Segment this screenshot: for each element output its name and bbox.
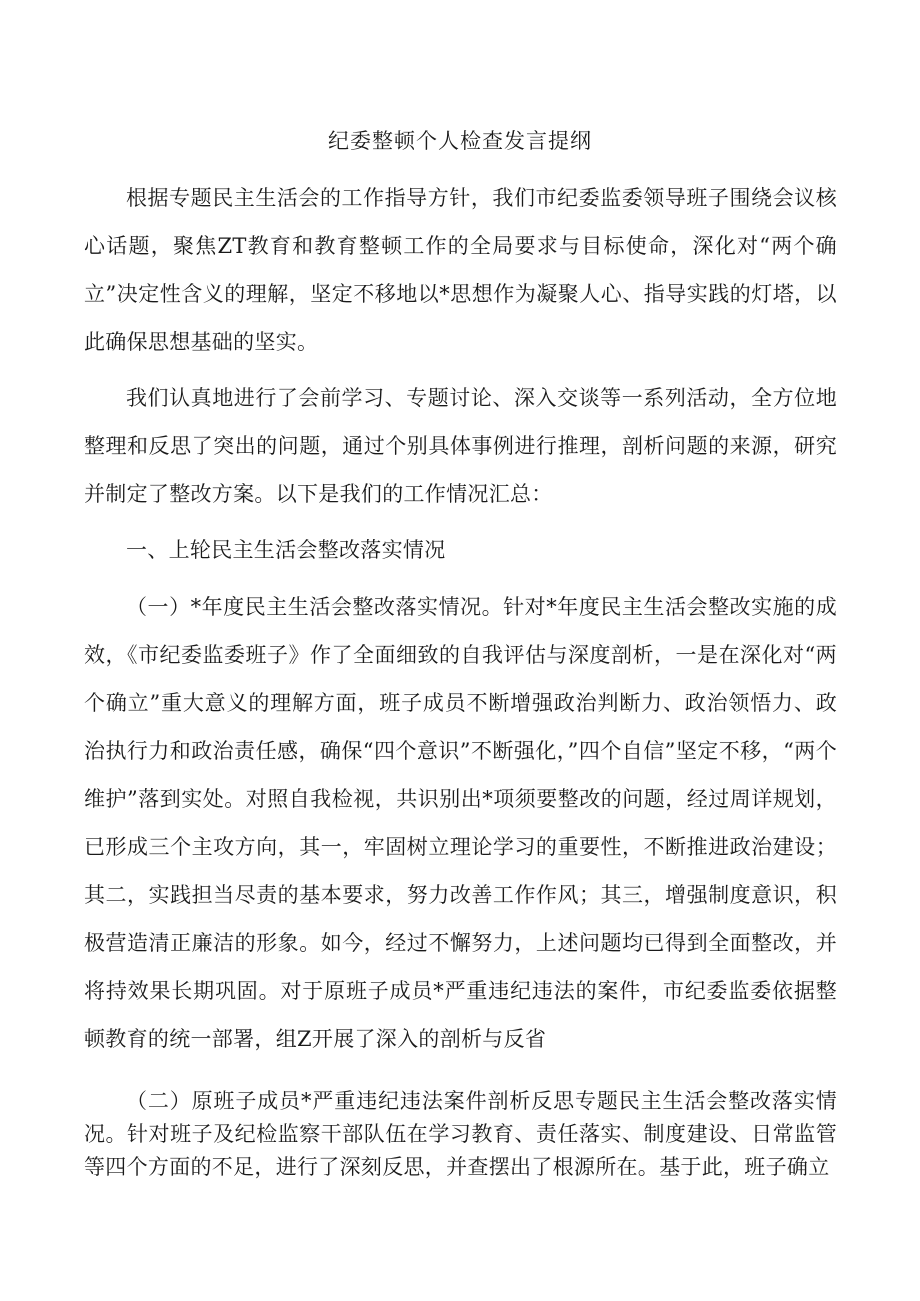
- paragraph-activities: 我们认真地进行了会前学习、专题讨论、深入交谈等一系列活动，全方位地整理和反思了突出的问题，通过个别具体事例进行推理，剖析问题的来源，研究并制定了整改方案。以下是我们的工作情况汇总：: [84, 386, 837, 506]
- document-title: 纪委整顿个人检查发言提纲: [328, 129, 592, 153]
- section-heading: 一、上轮民主生活会整改落实情况: [126, 538, 446, 562]
- paragraph-section-two: （二）原班子成员*严重违纪违法案件剖析反思专题民主生活会整改落实情况。针对班子及纪检监察干部队伍在学习教育、责任落实、制度建设、日常监管等四个方面的不足，进行了深刻反思，并查摆出了根源所在。基于此，班子确立: [84, 1089, 837, 1179]
- paragraph-section-one: （一）*年度民主生活会整改落实情况。针对*年度民主生活会整改实施的成效，《市纪委监委班子》作了全面细致的自我评估与深度剖析，一是在深化对“两个确立”重大意义的理解方面，班子成员不断增强政治判断力、政治领悟力、政治执行力和政治责任感，确保“四个意识”不断强化，”四个自信”坚定不移，“两个维护”落到实处。对照自我检视，共识别出*项须要整改的问题，经过周详规划，已形成三个主攻方向，其一，牢固树立理论学习的重要性，不断推进政治建设；其二，实践担当尽责的基本要求，努力改善工作作风；其三，增强制度意识，积极营造清正廉洁的形象。如今，经过不懈努力，上述问题均已得到全面整改，并将持效果长期巩固。对于原班子成员*严重违纪违法的案件，市纪委监委依据整顿教育的统一部署，组Z开展了深入的剖析与反省: [84, 595, 837, 1051]
- paragraph-intro: 根据专题民主生活会的工作指导方针，我们市纪委监委领导班子围绕会议核心话题，聚焦ZT教育和教育整顿工作的全局要求与目标使命，深化对“两个确立”决定性含义的理解，坚定不移地以*思想作为凝聚人心、指导实践的灯塔，以此确保思想基础的坚实。: [84, 186, 837, 354]
